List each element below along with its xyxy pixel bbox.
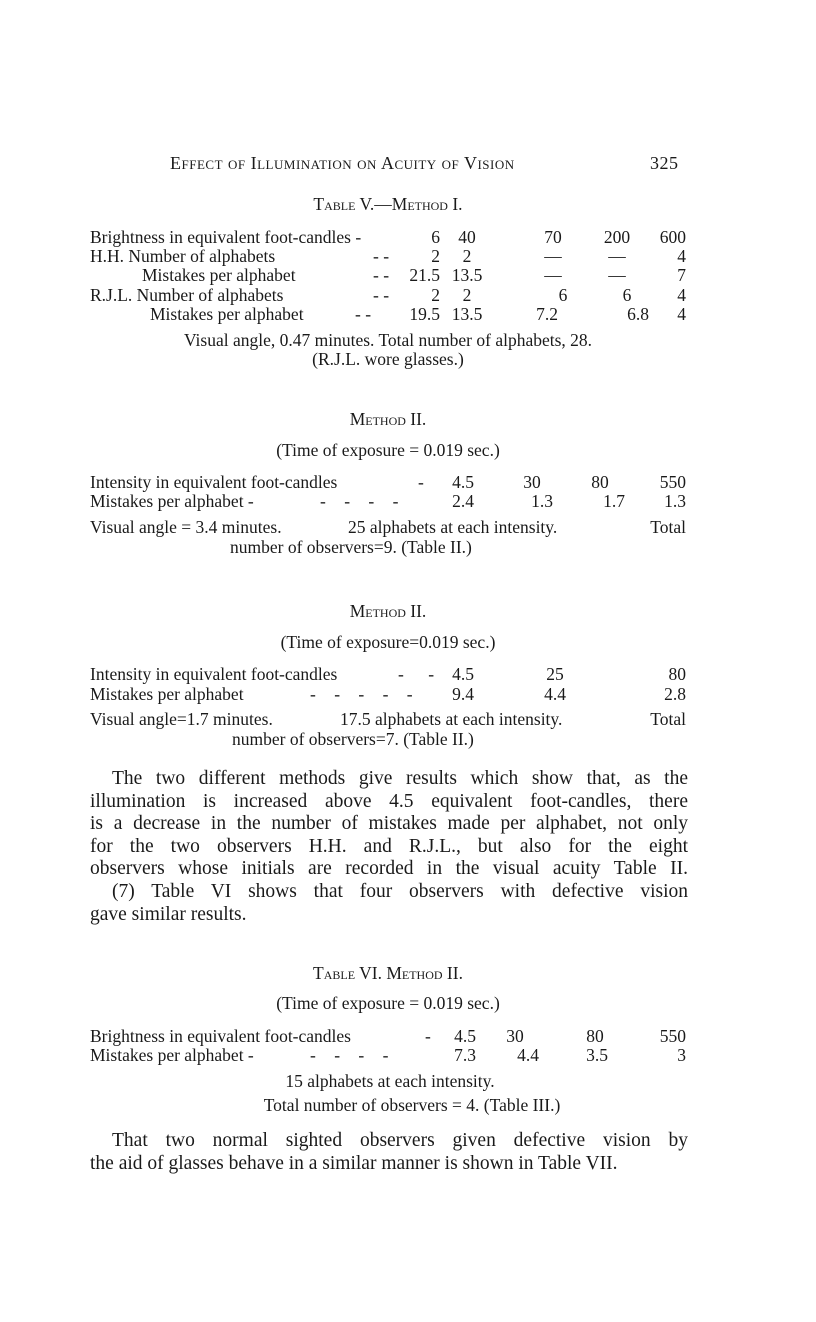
table-cell: — xyxy=(608,246,626,266)
table-cell: 4.4 xyxy=(517,1045,539,1065)
page-number: 325 xyxy=(650,153,679,173)
table-cell: 550 xyxy=(659,1026,686,1046)
text-line: is a decrease in the number of mistakes made per alphabet, not only xyxy=(90,813,688,835)
table-cell: 1.3 xyxy=(664,491,686,511)
table-cell: 3 xyxy=(677,1045,686,1065)
table-cell: 4 xyxy=(677,285,686,305)
table-cell: 30 xyxy=(506,1026,524,1046)
table-title: Method II. xyxy=(349,409,427,429)
table-cell: — xyxy=(544,265,562,285)
table-cell: 6 xyxy=(622,285,632,305)
table-note: 17.5 alphabets at each intensity. xyxy=(340,709,563,729)
text-line: illumination is increased above 4.5 equivalent foot-candles, there xyxy=(90,790,688,812)
table-cell: — xyxy=(544,246,562,266)
table-cell: 4.5 xyxy=(452,664,474,684)
table-cell: 3.5 xyxy=(586,1045,608,1065)
table-cell: 2 xyxy=(431,285,440,305)
table-cell: 4.5 xyxy=(454,1026,476,1046)
table-cell: 25 xyxy=(546,664,564,684)
table-cell: 13.5 xyxy=(451,304,483,324)
text-line: observers whose initials are recorded in the visual acuity Table II. xyxy=(90,858,688,880)
table-cell: 80 xyxy=(668,664,686,684)
leader-dashes: - - - - xyxy=(310,1045,389,1065)
table-cell: — xyxy=(608,265,626,285)
table-cell: 2 xyxy=(431,246,440,266)
table-cell: 6.8 xyxy=(627,304,649,324)
table-cell: 21.5 xyxy=(409,265,440,285)
leader-dashes: - - xyxy=(355,304,372,324)
leader-dashes: - - xyxy=(373,265,390,285)
leader-dashes: - - xyxy=(398,664,435,684)
table-cell: 80 xyxy=(586,1026,604,1046)
table-cell: 4 xyxy=(677,304,686,324)
row-label: Mistakes per alphabet - xyxy=(90,1045,254,1065)
row-label: R.J.L. Number of alphabets xyxy=(90,285,284,305)
row-label: Mistakes per alphabet - xyxy=(90,491,254,511)
table-cell: 30 xyxy=(523,472,541,492)
table-subtitle: (Time of exposure = 0.019 sec.) xyxy=(276,993,500,1013)
body-paragraph xyxy=(90,768,688,926)
table-cell: 2.8 xyxy=(664,684,686,704)
row-label: Intensity in equivalent foot-candles xyxy=(90,664,338,684)
table-note: Total xyxy=(650,709,686,729)
table-cell: 1.7 xyxy=(603,491,625,511)
text-line: (7) Table VI shows that four observers with defective vision xyxy=(112,880,688,902)
table-note: (R.J.L. wore glasses.) xyxy=(312,349,464,369)
table-note: Total xyxy=(650,517,686,537)
table-cell: 4.4 xyxy=(544,684,566,704)
row-label: Brightness in equivalent foot-candles - xyxy=(90,227,362,247)
leader-dashes: - xyxy=(425,1026,431,1046)
text-line: The two different methods give results which show that, as the xyxy=(112,768,688,789)
leader-dashes: - - xyxy=(373,285,390,305)
text-line: That two normal sighted observers given defective vision by xyxy=(112,1130,688,1151)
table-cell: 13.5 xyxy=(451,265,483,285)
table-note: Visual angle=1.7 minutes. xyxy=(90,709,273,729)
table-cell: 4 xyxy=(677,246,686,266)
row-label: Mistakes per alphabet xyxy=(90,684,244,704)
table-subtitle: (Time of exposure=0.019 sec.) xyxy=(280,632,496,652)
table-cell: 6 xyxy=(558,285,568,305)
table-cell: 80 xyxy=(591,472,609,492)
row-label: H.H. Number of alphabets xyxy=(90,246,276,266)
table-note: Total number of observers = 4. (Table III.) xyxy=(263,1095,561,1115)
table-cell: 2 xyxy=(462,246,472,266)
row-label: Intensity in equivalent foot-candles xyxy=(90,472,338,492)
table-cell: 600 xyxy=(659,227,686,247)
row-label: Mistakes per alphabet xyxy=(142,265,296,285)
leader-dashes: - xyxy=(418,472,424,492)
table-cell: 2.4 xyxy=(452,491,474,511)
table-cell: 2 xyxy=(462,285,472,305)
running-head-title: Effect of Illumination on Acuity of Vision xyxy=(170,153,515,173)
table-title: Table V.—Method I. xyxy=(313,194,463,214)
table-cell: 40 xyxy=(458,227,476,247)
row-label: Brightness in equivalent foot-candles xyxy=(90,1026,351,1046)
table-note: number of observers=7. (Table II.) xyxy=(232,729,474,749)
table-cell: 7.2 xyxy=(536,304,558,324)
table-cell: 7.3 xyxy=(454,1045,476,1065)
table-note: Visual angle, 0.47 minutes. Total number of alphabets, 28. xyxy=(183,330,593,350)
table-cell: 7 xyxy=(677,265,686,285)
text-line: for the two observers H.H. and R.J.L., but also for the eight xyxy=(90,835,688,857)
table-cell: 550 xyxy=(659,472,686,492)
table-cell: 19.5 xyxy=(409,304,440,324)
row-label: Mistakes per alphabet xyxy=(150,304,304,324)
leader-dashes: - - xyxy=(373,246,390,266)
body-paragraph xyxy=(90,1130,688,1175)
table-cell: 70 xyxy=(544,227,562,247)
table-note: number of observers=9. (Table II.) xyxy=(230,537,472,557)
table-cell: 6 xyxy=(431,227,440,247)
leader-dashes: - - - - - xyxy=(310,684,413,704)
text-line: gave similar results. xyxy=(90,903,247,925)
table-cell: 1.3 xyxy=(531,491,553,511)
table-note: 25 alphabets at each intensity. xyxy=(348,517,558,537)
table-subtitle: (Time of exposure = 0.019 sec.) xyxy=(276,440,500,460)
table-cell: 200 xyxy=(603,227,631,247)
table-note: 15 alphabets at each intensity. xyxy=(285,1071,495,1091)
leader-dashes: - - - - xyxy=(320,491,399,511)
text-line: the aid of glasses behave in a similar manner is shown in Table VII. xyxy=(90,1152,618,1174)
table-title: Method II. xyxy=(349,601,427,621)
table-cell: 4.5 xyxy=(452,472,474,492)
table-cell: 9.4 xyxy=(452,684,474,704)
table-note: Visual angle = 3.4 minutes. xyxy=(90,517,282,537)
table-title: Table VI. Method II. xyxy=(313,963,463,983)
